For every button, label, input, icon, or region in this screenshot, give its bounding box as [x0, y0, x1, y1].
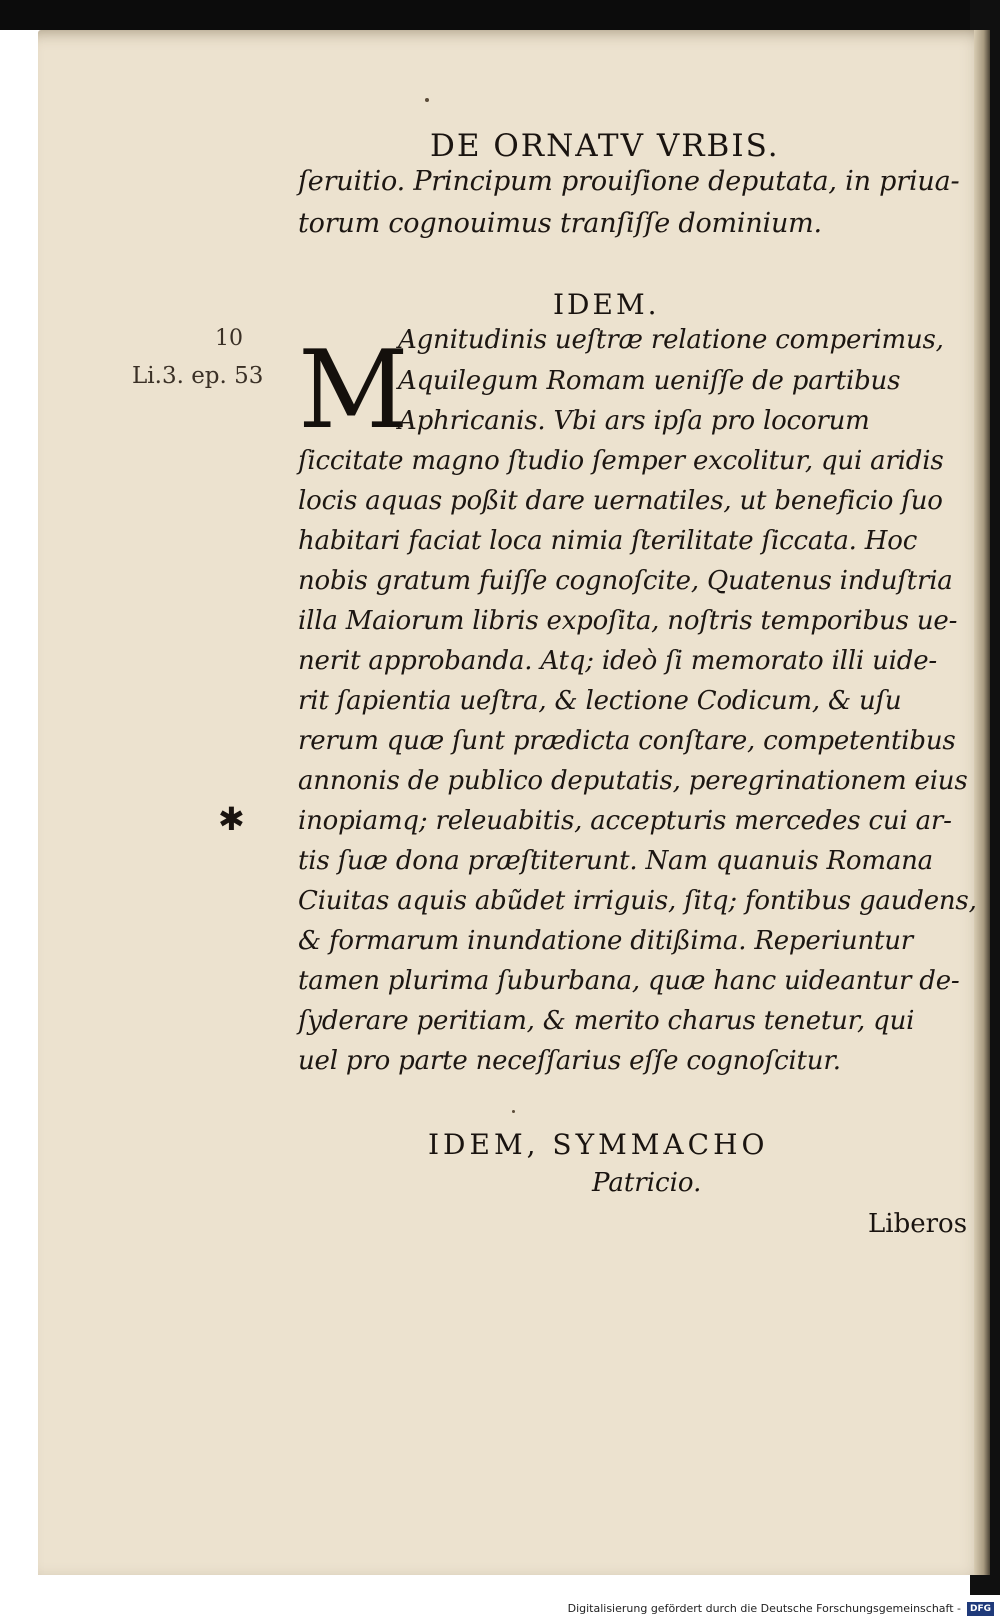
text-line: locis aquas poßit dare uernatiles, ut beneficio ſuo — [298, 486, 943, 516]
text-line: tis ſuæ dona præſtiterunt. Nam quanuis Romana — [298, 846, 933, 876]
catchword: Liberos — [868, 1209, 968, 1239]
margin-line-number: 10 — [215, 326, 243, 351]
text-line: nobis gratum fuiſſe cognoſcite, Quatenus induſtria — [298, 566, 953, 596]
text-line: annonis de publico deputatis, peregrinationem eius — [298, 766, 968, 796]
text-line: ſyderare peritiam, & merito charus tenetur, qui — [298, 1006, 915, 1036]
text-line: torum cognouimus tranſiſſe dominium. — [298, 208, 822, 239]
section-heading-idem: IDEM. — [553, 288, 660, 321]
paper-speck — [512, 1110, 515, 1113]
drop-cap: M — [298, 328, 409, 453]
section-heading-symmacho: IDEM, SYMMACHO — [428, 1128, 769, 1161]
dfg-logo-icon: DFG — [967, 1602, 994, 1616]
text-line: Ciuitas aquis abũdet irriguis, ſitq; fontibus gaudens, — [298, 886, 977, 916]
text-line: nerit approbanda. Atq; ideò ſi memorato illi uide- — [298, 646, 937, 676]
page-edge-shadow — [974, 30, 990, 1575]
footer-credit: Digitalisierung gefördert durch die Deutsche Forschungsgemeinschaft - — [567, 1602, 961, 1615]
asterisk-icon: ✱ — [218, 800, 245, 838]
text-line: ſiccitate magno ſtudio ſemper excolitur, qui aridis — [298, 446, 944, 476]
text-line: Aphricanis. Vbi ars ipſa pro locorum — [398, 406, 870, 436]
text-line: rit ſapientia ueſtra, & lectione Codicum, & uſu — [298, 686, 902, 716]
text-line: rerum quæ ſunt prædicta conſtare, competentibus — [298, 726, 956, 756]
margin-reference: Li.3. ep. 53 — [132, 363, 264, 389]
section-subheading-patricio: Patricio. — [592, 1168, 702, 1198]
running-head: DE ORNATV VRBIS. — [430, 128, 780, 164]
text-line: Aquilegum Romam ueniſſe de partibus — [398, 366, 901, 396]
book-page — [38, 30, 990, 1575]
text-line: ſeruitio. Principum prouiſione deputata, in priua- — [298, 166, 960, 197]
text-line: & formarum inundatione ditißima. Reperiuntur — [298, 926, 914, 956]
text-line: Agnitudinis ueſtræ relatione comperimus, — [398, 325, 944, 355]
text-line: inopiamq; releuabitis, accepturis mercedes cui ar- — [298, 806, 952, 836]
text-line: habitari faciat loca nimia ſterilitate ſiccata. Hoc — [298, 526, 918, 556]
digitization-footer — [0, 1595, 1000, 1622]
text-line: uel pro parte neceſſarius eſſe cognoſcitur. — [298, 1046, 841, 1076]
text-line: tamen plurima ſuburbana, quæ hanc uideantur de- — [298, 966, 960, 996]
text-line: illa Maiorum libris expoſita, noſtris temporibus ue- — [298, 606, 958, 636]
paper-speck — [425, 98, 429, 102]
scan-border-top — [0, 0, 1000, 30]
